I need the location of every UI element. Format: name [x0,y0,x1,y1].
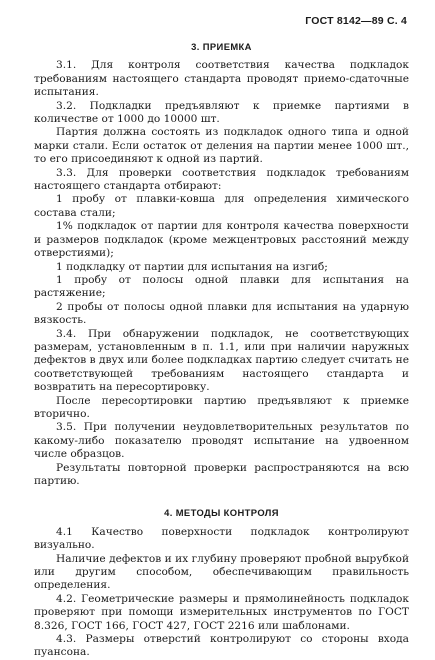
document-body [34,40,409,660]
paragraph: 1 подкладку от партии для испытания на изгиб; [56,260,328,273]
paragraph: 1 пробу от плавки-ковша для определения химического состава стали; [34,193,409,219]
paragraph: 4.3. Размеры отверстий контролируют со стороны входа пуансона. [34,633,409,659]
paragraph: После пересортировки партию предъявляют к приемке вторично. [34,394,409,420]
paragraph: 1 пробу от полосы одной плавки для испытания на растяжение; [34,273,409,300]
paragraph: Результаты повторной проверки распространяются на всю партию. [34,461,409,487]
paragraph: 3.4. При обнаружении подкладок, не соответствующих размерам, установленным в п. 1.1, или при наличии наружных дефектов в двух или более подкладках партию следует считать не соответствующей требованиям настоящего стандарта и возвратить на пересортировку. [34,327,409,394]
paragraph: 1% подкладок от партии для контроля качества поверхности и размеров подкладок (кроме межцентровых расстояний между отверстиями); [34,220,409,260]
section-title-control-methods: 4. МЕТОДЫ КОНТРОЛЯ [164,507,279,519]
paragraph: Партия должна состоять из подкладок одного типа и одной марки стали. Если остаток от деления на партии менее 1000 шт., то его присоединяют к одной из партий. [34,126,409,166]
paragraph: 3.1. Для контроля соответствия качества подкладок требованиям настоящего стандарта проводят приемо-сдаточные испытания. [34,59,409,99]
paragraph: 4.2. Геометрические размеры и прямолинейность подкладок проверяют при помощи измерительных инструментов по ГОСТ 8.326, ГОСТ 166, ГОСТ 427, ГОСТ 2216 или шаблонами. [34,592,409,632]
paragraph: 4.1 Качество поверхности подкладок контролируют визуально. [34,525,409,552]
paragraph: 3.5. При получении неудовлетворительных результатов по какому-либо показателю проводят испытание на удвоенном числе образцов. [34,421,409,461]
section-title-acceptance: 3. ПРИЕМКА [191,41,252,52]
paragraph: 3.2. Подкладки предъявляют к приемке партиями в количестве от 1000 до 10000 шт. [34,99,409,126]
page-header-standard: ГОСТ 8142—89 С. 4 [305,15,407,27]
paragraph: Наличие дефектов и их глубину проверяют пробной вырубкой или другим способом, обеспечивающим правильность определения. [34,552,409,592]
paragraph: 2 пробы от полосы одной плавки для испытания на ударную вязкость. [34,300,409,327]
paragraph: 3.3. Для проверки соответствия подкладок требованиям настоящего стандарта отбирают: [34,166,409,193]
